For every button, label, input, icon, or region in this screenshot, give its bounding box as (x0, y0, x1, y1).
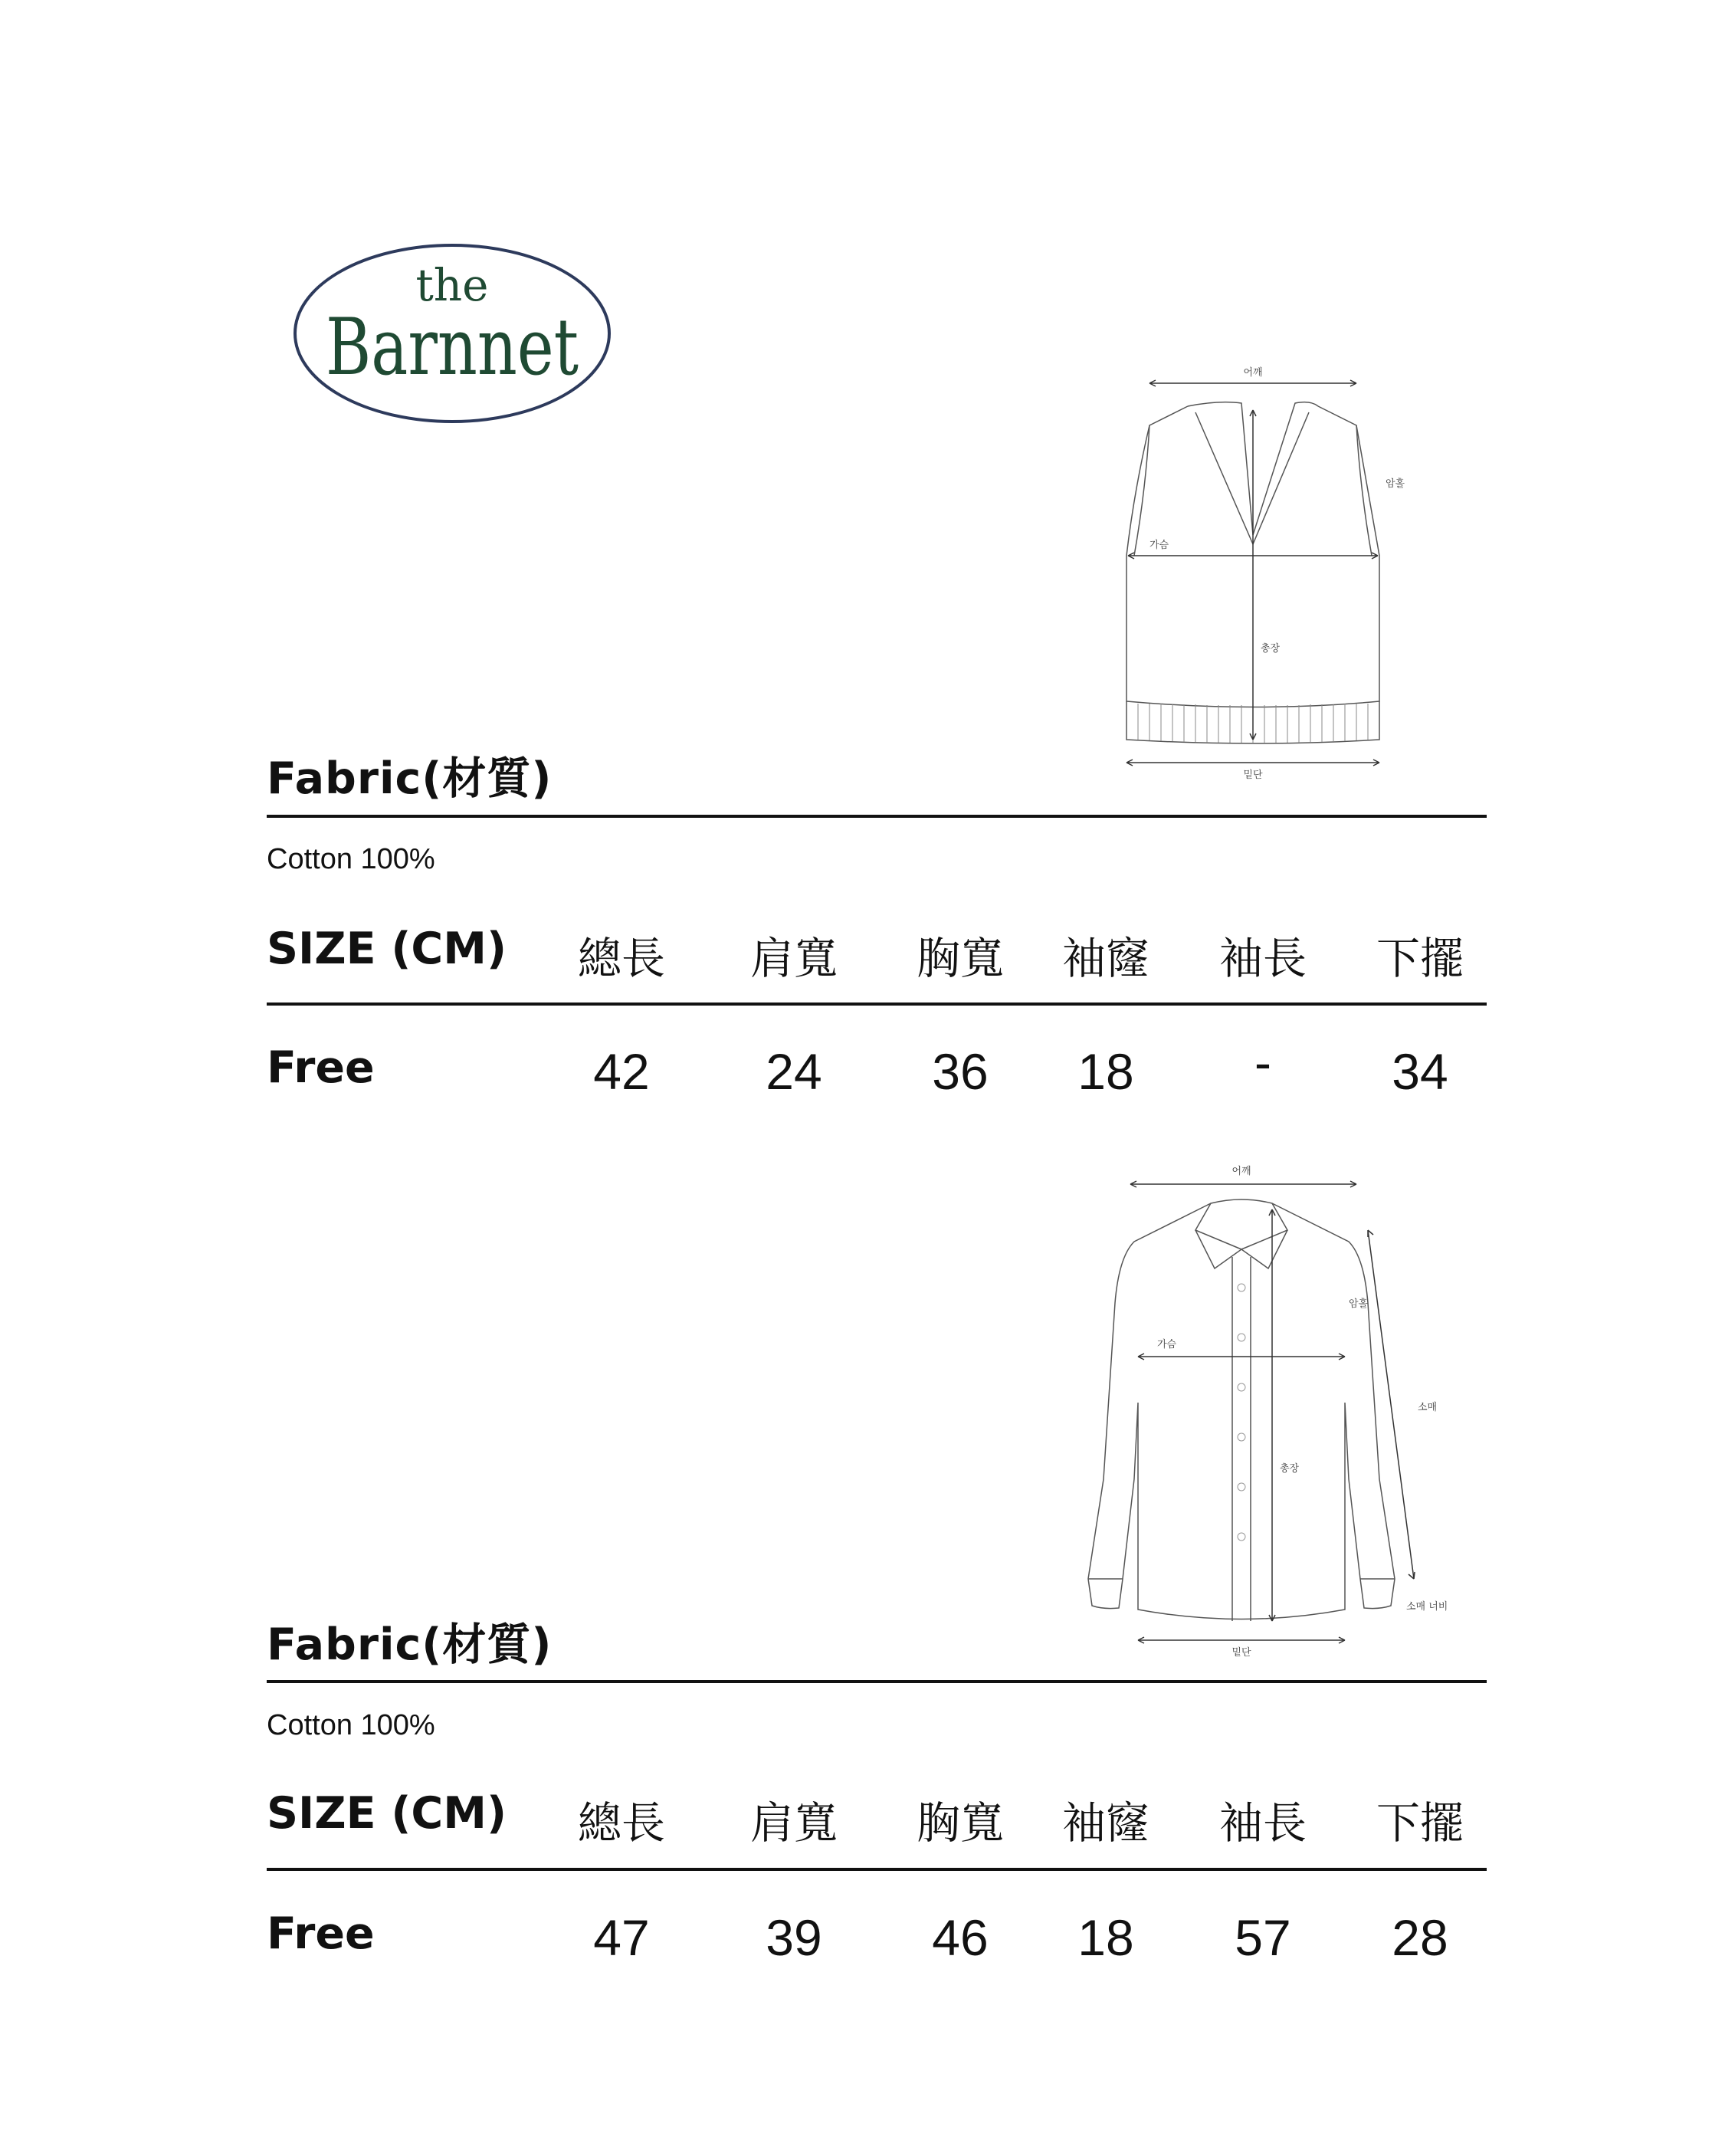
brand-logo-graphic (284, 238, 621, 429)
table-cell: 47 (593, 1909, 650, 1966)
table-row (267, 1908, 1487, 1977)
table-cell: 18 (1077, 1909, 1134, 1966)
logo-main-text: Barnnet (326, 302, 579, 393)
shirt-label-cuff: 소매 너비 (1406, 1601, 1448, 1613)
table-header-cell: 胸寬 (917, 934, 1004, 984)
divider (267, 1680, 1487, 1683)
vest-label-shoulder: 어깨 (1243, 367, 1263, 379)
table-cell: 46 (932, 1909, 989, 1966)
table-cell: 42 (593, 1043, 650, 1100)
table-row (267, 1034, 1487, 1111)
size-table-header-2 (267, 1788, 1487, 1857)
shirt-label-sleeve: 소매 (1418, 1402, 1438, 1413)
table-header-cell: 下擺 (1376, 1798, 1464, 1849)
table-header-cell: 胸寬 (917, 1798, 1004, 1849)
shirt-label-armhole: 암홀 (1349, 1298, 1369, 1310)
table-header-cell: 總長 (578, 1798, 665, 1849)
table-cell: 34 (1392, 1043, 1448, 1100)
shirt-measurement-diagram (1058, 1150, 1471, 1671)
divider (267, 1003, 1487, 1006)
fabric-title-2: Fabric(材質) (267, 1619, 553, 1670)
table-header-cell: 總長 (578, 934, 665, 984)
shirt-label-length: 총장 (1280, 1463, 1300, 1475)
table-header-cell: SIZE (CM) (267, 924, 507, 974)
table-cell: 39 (766, 1909, 822, 1966)
fabric-value-2: Cotton 100% (267, 1709, 435, 1741)
vest-measurement-diagram (1104, 353, 1405, 797)
table-cell: 28 (1392, 1909, 1448, 1966)
divider (267, 815, 1487, 818)
table-header-cell: 下擺 (1376, 934, 1464, 984)
table-cell: 36 (932, 1043, 989, 1100)
table-cell: - (1254, 1034, 1271, 1091)
table-cell-size: Free (267, 1042, 375, 1093)
table-cell: 57 (1235, 1909, 1291, 1966)
brand-logo (284, 238, 621, 429)
table-header-cell: 肩寬 (750, 1798, 838, 1849)
table-header-cell: 袖長 (1219, 934, 1307, 984)
table-header-cell: 袖長 (1219, 1798, 1307, 1849)
table-header-cell: 袖窿 (1062, 934, 1149, 984)
fabric-title-1: Fabric(材質) (267, 753, 553, 804)
shirt-label-hem: 밑단 (1231, 1647, 1251, 1659)
shirt-label-chest: 가슴 (1157, 1339, 1177, 1350)
vest-label-hem: 밑단 (1243, 770, 1263, 781)
vest-label-length: 총장 (1261, 643, 1281, 655)
table-cell: 18 (1077, 1043, 1134, 1100)
vest-label-armhole: 암홀 (1386, 478, 1405, 490)
table-cell: 24 (766, 1043, 822, 1100)
divider (267, 1868, 1487, 1871)
shirt-label-shoulder: 어깨 (1231, 1166, 1251, 1177)
table-cell-size: Free (267, 1908, 375, 1959)
table-header-cell: SIZE (CM) (267, 1788, 507, 1839)
logo-top-text: the (415, 259, 489, 311)
table-header-cell: 袖窿 (1062, 1798, 1149, 1849)
table-header-cell: 肩寬 (750, 934, 838, 984)
vest-label-chest: 가슴 (1149, 540, 1169, 551)
size-table-header-1 (267, 924, 1487, 993)
fabric-value-1: Cotton 100% (267, 843, 435, 875)
